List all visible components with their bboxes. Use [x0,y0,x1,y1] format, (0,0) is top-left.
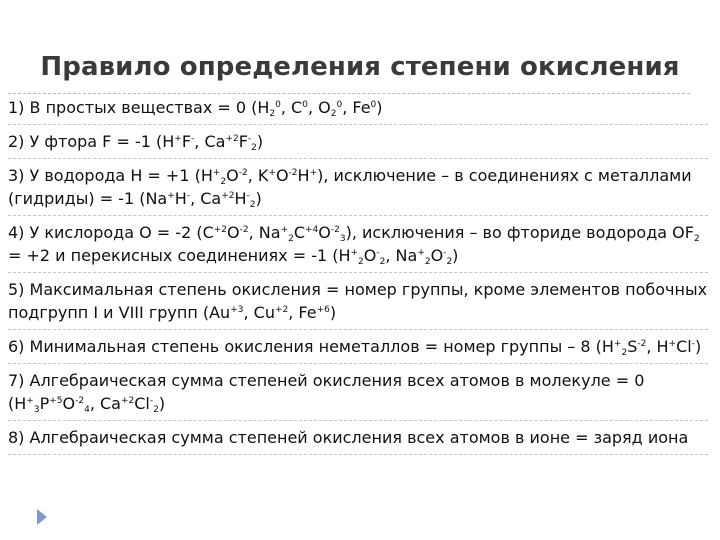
rule-text: , Fe [342,98,371,117]
oxidation-state-superscript: +2 [213,225,228,235]
rule-text: ) [452,246,459,265]
oxidation-state-superscript: 0 [275,100,281,110]
oxidation-state-superscript: + [268,168,276,178]
oxidation-state-superscript: + [212,168,221,178]
rule-text: 6) Минимальная степень окисления неметаллов = номер группы – 8 (H [8,337,614,356]
rule-text: , K [247,166,269,185]
rule-text: ) [255,189,262,208]
atom-count-subscript: 3 [339,234,346,244]
oxidation-state-superscript: + [174,134,182,144]
rule-text: O [318,223,331,242]
oxidation-state-superscript: 0 [370,100,377,110]
oxidation-state-superscript: - [149,396,154,406]
atom-count-subscript: 4 [84,405,90,415]
rule-text: ), исключение – в соединениях с металлами (гидриды) = -1 (Na [8,166,692,208]
atom-count-subscript: 2 [379,257,386,267]
rule-text: O [226,166,239,185]
rule-text: 5) Максимальная степень окисления = номер группы, кроме элементов побочных подгрупп I и VIII групп (Au [8,280,708,322]
oxidation-state-superscript: - [247,134,252,144]
rule-text: 2) У фтора F = -1 (H [8,132,175,151]
rule-text: , Na [248,223,281,242]
rule-text: C [293,223,306,242]
atom-count-subscript: 2 [330,109,337,119]
rule-text: , Ca [89,394,121,413]
rule-text: ) [158,394,166,413]
oxidation-state-superscript: -2 [75,396,85,406]
title-divider [8,93,690,94]
oxidation-state-superscript: + [417,248,425,258]
rule-1 [8,96,708,125]
oxidation-state-superscript: -2 [637,339,647,349]
rule-text: ) [256,132,264,151]
oxidation-state-superscript: - [376,248,380,258]
rule-text: 1) В простых веществах = 0 (H [8,98,270,117]
rule-text: 4) У кислорода O = -2 (C [8,223,214,242]
rule-text: O [227,223,240,242]
oxidation-state-superscript: - [443,248,447,258]
rule-text: O [275,166,289,185]
oxidation-state-superscript: + [350,248,359,258]
atom-count-subscript: 2 [269,109,276,119]
oxidation-state-superscript: 0 [336,100,343,110]
oxidation-state-superscript: -2 [288,168,298,178]
oxidation-state-superscript: 0 [302,100,308,110]
atom-count-subscript: 2 [288,234,294,244]
rule-text: S [627,337,638,356]
rule-text: P [39,394,50,413]
rule-text: , Cu [243,303,275,322]
rule-text: ) [694,337,702,356]
rule-text: , O [307,98,331,117]
oxidation-state-superscript: +2 [221,191,235,201]
atom-count-subscript: 2 [446,257,453,267]
atom-count-subscript: 2 [220,177,227,187]
oxidation-state-superscript: + [613,339,622,349]
rule-text: ), исключения – во фториде водорода OF [345,223,694,242]
oxidation-state-superscript: -2 [330,225,340,235]
oxidation-state-superscript: +4 [305,225,319,235]
atom-count-subscript: 2 [251,143,257,153]
atom-count-subscript: 2 [153,405,159,415]
rule-3 [8,164,708,216]
oxidation-state-superscript: - [691,339,695,349]
rules-list [8,96,708,455]
rule-text: , H [646,337,669,356]
rule-2 [8,130,708,159]
oxidation-state-superscript: - [186,191,191,201]
oxidation-state-superscript: - [191,134,195,144]
rule-text: F [238,132,248,151]
triangle-right-icon [37,509,47,525]
oxidation-state-superscript: +2 [225,134,239,144]
rule-text: , Ca [194,132,226,151]
rule-text: , C [280,98,303,117]
slide-title: Правило определения степени окисления [40,52,680,82]
oxidation-state-superscript: +6 [316,305,330,315]
oxidation-state-superscript: + [26,396,34,406]
oxidation-state-superscript: +5 [49,396,63,406]
rule-text: , Na [385,246,418,265]
rule-text: 7) Алгебраическая сумма степеней окисления всех атомов в молекуле = 0 (H [8,371,645,413]
rule-text: , Ca [190,189,222,208]
atom-count-subscript: 2 [621,348,628,358]
oxidation-state-superscript: + [167,191,175,201]
oxidation-state-superscript: +2 [274,305,289,315]
oxidation-state-superscript: + [280,225,289,235]
oxidation-state-superscript: +3 [230,305,244,315]
rule-text: = +2 и перекисных соединениях = -1 (H [8,246,351,265]
rule-6 [8,335,708,364]
rule-7 [8,369,708,421]
oxidation-state-superscript: + [668,339,677,349]
atom-count-subscript: 2 [693,234,700,244]
rule-text: 8) Алгебраическая сумма степеней окисления всех атомов в ионе = заряд иона [8,428,689,447]
atom-count-subscript: 3 [33,405,40,415]
rule-text: O [363,246,377,265]
rule-4 [8,221,708,273]
rule-text: H [234,189,247,208]
oxidation-state-superscript: +2 [120,396,135,406]
rule-text: H [297,166,310,185]
rule-text: O [430,246,444,265]
oxidation-state-superscript: -2 [238,168,248,178]
rule-text: Cl [134,394,150,413]
oxidation-state-superscript: + [309,168,318,178]
rule-8 [8,426,708,455]
atom-count-subscript: 2 [424,257,431,267]
rule-text: F [181,132,192,151]
rule-text: H [174,189,187,208]
rule-text: O [62,394,76,413]
rule-text: Cl [676,337,692,356]
rule-text: ) [376,98,383,117]
rule-text: ) [329,303,337,322]
rule-5 [8,278,708,330]
rule-text: 3) У водорода H = +1 (H [8,166,213,185]
oxidation-state-superscript: - [246,191,250,201]
atom-count-subscript: 2 [358,257,364,267]
atom-count-subscript: 2 [249,200,256,210]
oxidation-state-superscript: -2 [239,225,249,235]
rule-text: , Fe [288,303,317,322]
